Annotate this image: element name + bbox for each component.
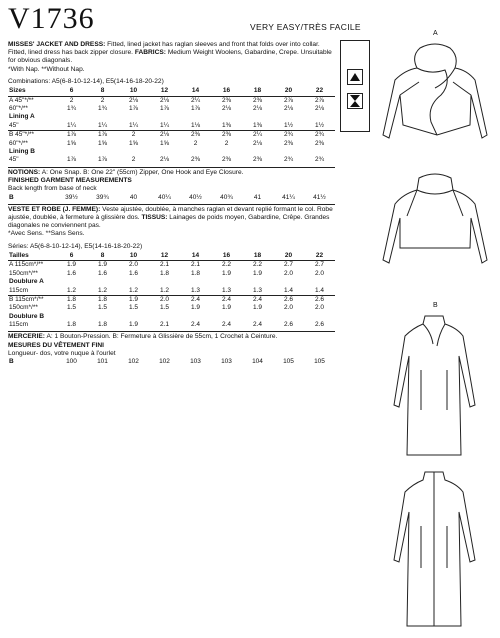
measure-sub: Back length from base of neck	[8, 185, 97, 193]
yardage-cell	[304, 148, 335, 156]
row-label: A 115cm*/**	[9, 261, 44, 269]
yardage-cell: 2¾	[273, 131, 304, 140]
measurement-cell: 40¼	[158, 193, 171, 201]
yardage-cell: 2¾	[283, 156, 294, 164]
yardage-cell: 2⅜	[252, 156, 263, 164]
size-cell: 16	[211, 87, 242, 96]
size-cell: 22	[304, 87, 335, 96]
measure-table-english	[8, 193, 335, 201]
yardage-cell: 2.0	[283, 269, 294, 277]
yardage-cell: 2.4	[211, 295, 242, 304]
yardage-cell: 2⅛	[159, 156, 170, 164]
yardage-cell: 2⅜	[314, 139, 325, 147]
yardage-cell: 1.8	[56, 295, 87, 304]
symbol-panel	[340, 40, 370, 132]
yardage-cell	[87, 278, 118, 286]
fabrics-body: Lainages de poids moyen, Gabardine, Crêpe. Grandes diagonales ne conviennent pas.	[8, 214, 330, 230]
yardage-cell: 2⅞	[314, 96, 325, 104]
yardage-cell: 1⅞	[190, 105, 201, 113]
yardage-cell: 1.8	[87, 295, 118, 304]
yardage-cell: 2⅜	[221, 96, 232, 104]
yardage-cell	[242, 313, 273, 321]
yardage-cell: 2.6	[283, 321, 294, 329]
description-title: MISSES' JACKET AND DRESS:	[8, 41, 106, 48]
yardage-cell: 1.2	[66, 286, 77, 294]
nap-note: *With Nap. **Without Nap.	[8, 65, 85, 73]
measurement-cell: 102	[159, 358, 170, 366]
yardage-cell: 1¾	[66, 105, 77, 113]
sizes-label: Sizes	[8, 87, 56, 96]
yardage-cell	[273, 148, 304, 156]
yardage-cell: 1¼	[159, 121, 170, 129]
yardage-cell	[211, 148, 242, 156]
yardage-row	[8, 122, 335, 131]
yardage-cell: 1.9	[221, 269, 232, 277]
measurement-cell: 101	[97, 358, 108, 366]
fabrics-body: Medium Weight Woolens, Gabardine, Crepe. Unsuitable for obvious diagonals.	[8, 49, 332, 65]
yardage-row	[8, 261, 335, 270]
measure-table-french	[8, 358, 335, 366]
measurement-cell: 104	[252, 358, 263, 366]
yardage-cell: 2.0	[314, 269, 325, 277]
measure-title-text: MESURES DU VÊTEMENT FINI	[8, 341, 104, 349]
yardage-cell	[180, 113, 211, 121]
yardage-cell: 1¾	[97, 105, 108, 113]
yardage-row	[8, 140, 335, 148]
yardage-cell: 1⅝	[66, 139, 77, 147]
measurement-cell: 105	[314, 358, 325, 366]
yardage-cell: 1.9	[97, 261, 108, 269]
measurement-cell: 40	[129, 193, 138, 201]
size-cell: 6	[56, 87, 87, 96]
difficulty-label: VERY EASY/TRÈS FACILE	[250, 22, 361, 32]
size-cell: 14	[180, 87, 211, 96]
yardage-cell: 2¼	[242, 131, 273, 140]
measurement-cell: 39¾	[96, 193, 109, 201]
yardage-cell: 2⅜	[221, 156, 232, 164]
yardage-row	[8, 304, 335, 312]
yardage-cell: 2.0	[149, 295, 180, 304]
english-description	[8, 41, 335, 74]
yardage-cell	[242, 148, 273, 156]
yardage-cell: 2.2	[252, 261, 263, 269]
jacket-front-illustration	[375, 40, 495, 170]
divider	[8, 331, 335, 332]
yardage-cell: 2.6	[304, 295, 335, 304]
row-label: A 45"*/**	[9, 96, 34, 104]
yardage-cell: 2.7	[283, 261, 294, 269]
yardage-cell: 1.4	[283, 286, 294, 294]
yardage-cell: 2.4	[252, 321, 263, 329]
yardage-cell: 1.3	[221, 286, 232, 294]
size-cell: 18	[242, 87, 273, 96]
measure-title	[8, 177, 335, 185]
row-label: 150cm*/**	[9, 304, 38, 312]
lining-header-row	[8, 313, 335, 321]
yardage-cell	[211, 278, 242, 286]
yardage-cell: 2⅞	[283, 96, 294, 104]
yardage-cell: 2⅜	[283, 139, 294, 147]
measurement-cell: 40½	[189, 193, 202, 201]
yardage-cell: 1.2	[159, 286, 170, 294]
yardage-cell	[56, 148, 87, 156]
yardage-cell: 1¼	[66, 121, 77, 129]
yardage-cell: 1.6	[66, 269, 77, 277]
yardage-cell	[242, 278, 273, 286]
figure-a-label: A	[433, 30, 438, 37]
yardage-row	[8, 295, 335, 304]
yardage-cell: 2¾	[304, 131, 335, 140]
yardage-cell: 1.9	[128, 321, 139, 329]
yardage-cell: 2	[131, 156, 136, 164]
size-cell: 20	[273, 252, 304, 261]
yardage-cell	[180, 278, 211, 286]
yardage-cell	[56, 113, 87, 121]
measure-title-text: FINISHED GARMENT MEASUREMENTS	[8, 176, 132, 184]
yardage-cell: 2.4	[190, 321, 201, 329]
french-measure-rows	[8, 358, 335, 366]
yardage-cell	[149, 113, 180, 121]
yardage-cell: 2⅛	[283, 105, 294, 113]
yardage-cell: 1⅞	[159, 105, 170, 113]
yardage-cell: 2⅛	[128, 96, 139, 104]
pattern-number: V1736	[8, 2, 95, 35]
measurement-cell: 105	[283, 358, 294, 366]
yardage-cell: 1.5	[128, 304, 139, 312]
notions-body: A: One Snap. B: One 22" (55cm) Zipper, One Hook and Eye Closure.	[41, 168, 244, 176]
dress-back-illustration	[385, 468, 485, 633]
notions-title: MERCERIE:	[8, 333, 45, 341]
yardage-cell: 2.0	[283, 304, 294, 312]
row-label: 115cm	[9, 286, 29, 294]
yardage-cell: 2⅜	[252, 96, 263, 104]
measure-sub: Longueur- dos, votre nuque à l'ourlet	[8, 349, 116, 357]
description-body: Veste ajustée, doublée, à manches raglan et devant replié formant le col. Robe ajustée, doublée, à fermeture à glissière dos.	[8, 205, 333, 222]
lining-header-row	[8, 148, 335, 156]
yardage-row	[8, 287, 335, 296]
size-cell: 10	[118, 252, 149, 261]
measurement-cell: 103	[190, 358, 201, 366]
row-label: B 45"*/**	[8, 131, 56, 140]
yardage-cell: 2⅛	[221, 105, 232, 113]
size-cell: 20	[273, 87, 304, 96]
sizes-row	[8, 87, 335, 96]
yardage-cell	[118, 278, 149, 286]
lining-header-row	[8, 278, 335, 286]
yardage-cell	[118, 313, 149, 321]
yardage-row	[8, 156, 335, 164]
size-cell: 8	[87, 87, 118, 96]
yardage-cell: 1.4	[314, 286, 325, 294]
row-label: Lining B	[9, 148, 35, 156]
yardage-cell: 2⅜	[211, 131, 242, 140]
yardage-cell: 1.8	[97, 321, 108, 329]
divider	[8, 204, 335, 205]
row-label: Lining A	[9, 113, 35, 121]
yardage-cell: 1.3	[190, 286, 201, 294]
measure-title	[8, 342, 335, 350]
yardage-cell: 1⅞	[87, 131, 118, 140]
measurement-cell: 103	[221, 358, 232, 366]
yardage-cell: 1⅝	[97, 139, 108, 147]
yardage-cell: 2.4	[221, 321, 232, 329]
row-label: 115cm	[9, 321, 29, 329]
yardage-cell: 1.2	[128, 286, 139, 294]
measurement-cell: 41	[253, 193, 262, 201]
yardage-cell: 1.2	[97, 286, 108, 294]
yardage-cell: 1.6	[128, 269, 139, 277]
yardage-cell: 1.6	[97, 269, 108, 277]
yardage-cell	[211, 313, 242, 321]
yardage-cell: 2.1	[159, 261, 170, 269]
notions-title: NOTIONS:	[8, 168, 41, 176]
yardage-cell: 1.5	[66, 304, 77, 312]
size-cell: 10	[118, 87, 149, 96]
yardage-cell: 2.2	[221, 261, 232, 269]
measurement-row	[8, 358, 335, 366]
english-measure-rows	[8, 193, 335, 201]
yardage-cell: 1.8	[159, 269, 170, 277]
yardage-cell: 2⅛	[252, 139, 263, 147]
french-notions	[8, 333, 335, 341]
figure-b-label: B	[433, 302, 438, 309]
yardage-cell	[118, 148, 149, 156]
yardage-cell	[211, 113, 242, 121]
yardage-cell: 1⅝	[159, 139, 170, 147]
yardage-cell: 1.9	[252, 304, 263, 312]
yardage-row	[8, 131, 335, 140]
row-label: 150cm*/**	[9, 269, 38, 277]
french-rows	[8, 261, 335, 330]
row-label: B	[9, 358, 14, 366]
description-body: Fitted, lined jacket has raglan sleeves and front that folds over into collar. Fitted, lined dress has back zipper closure.	[8, 41, 320, 57]
measurement-cell: 102	[128, 358, 139, 366]
combinations: Combinations: A5(6-8-10-12-14), E5(14-16-18-20-22)	[8, 77, 164, 85]
size-cell: 12	[149, 87, 180, 96]
yardage-cell	[273, 278, 304, 286]
yardage-row	[8, 321, 335, 329]
measurement-cell: 39½	[65, 193, 78, 201]
yardage-cell: 2.7	[314, 261, 325, 269]
yardage-cell	[149, 278, 180, 286]
yardage-cell: 2.4	[242, 295, 273, 304]
yardage-cell: 2.1	[159, 321, 170, 329]
fabrics-title: TISSUS:	[141, 214, 168, 222]
english-rows	[8, 96, 335, 165]
measurement-row	[8, 193, 335, 201]
size-cell: 14	[180, 252, 211, 261]
measurement-cell: 41¼	[282, 193, 295, 201]
size-cell: 22	[304, 252, 335, 261]
yardage-cell	[180, 148, 211, 156]
yardage-cell: 2⅛	[314, 105, 325, 113]
dress-front-illustration	[385, 310, 485, 460]
row-label: B 115cm*/**	[8, 295, 56, 304]
sizes-label: Tailles	[8, 252, 56, 261]
yardage-cell: 1.8	[190, 269, 201, 277]
yardage-cell: 1½	[314, 121, 325, 129]
yardage-cell	[304, 278, 335, 286]
yardage-cell: 1¼	[97, 121, 108, 129]
yardage-cell: 2	[69, 96, 74, 104]
row-label: B	[9, 193, 14, 201]
hourglass-icon	[347, 93, 363, 109]
yardage-table-french	[8, 252, 335, 330]
yardage-cell	[304, 313, 335, 321]
yardage-cell	[87, 148, 118, 156]
size-cell: 12	[149, 252, 180, 261]
yardage-cell: 2.6	[273, 295, 304, 304]
row-label: 45"	[9, 121, 19, 129]
yardage-cell	[56, 278, 87, 286]
english-notions	[8, 169, 335, 177]
yardage-row	[8, 105, 335, 113]
description-title: VESTE ET ROBE (J. FEMME):	[8, 205, 101, 213]
jacket-back-illustration	[375, 168, 495, 288]
yardage-cell: 1⅜	[221, 121, 232, 129]
text-column	[8, 41, 335, 367]
lining-header-row	[8, 113, 335, 121]
yardage-cell: 1.9	[252, 269, 263, 277]
yardage-cell: 2.1	[190, 261, 201, 269]
yardage-cell: 2⅜	[190, 156, 201, 164]
yardage-cell: 2⅛	[149, 131, 180, 140]
notions-body: A: 1 Bouton-Pression. B: Fermeture à Glissière de 55cm, 1 Crochet à Ceinture.	[46, 333, 278, 341]
yardage-cell: 1⅝	[128, 139, 139, 147]
row-label: Doublure B	[9, 312, 45, 320]
yardage-cell: 2	[193, 139, 198, 147]
yardage-cell: 1.9	[118, 295, 149, 304]
yardage-cell	[242, 113, 273, 121]
yardage-cell: 2.4	[180, 295, 211, 304]
yardage-cell: 2.0	[314, 304, 325, 312]
yardage-cell: 2	[118, 131, 149, 140]
yardage-cell: 1.5	[97, 304, 108, 312]
yardage-row	[8, 96, 335, 105]
yardage-cell: 1¼	[128, 121, 139, 129]
yardage-cell: 1.3	[252, 286, 263, 294]
yardage-cell: 2	[100, 96, 105, 104]
size-cell: 16	[211, 252, 242, 261]
measurement-cell: 40¾	[220, 193, 233, 201]
yardage-cell: 1½	[283, 121, 294, 129]
row-label: Doublure A	[9, 278, 44, 286]
yardage-cell: 1⅛	[190, 121, 201, 129]
yardage-row	[8, 270, 335, 278]
yardage-cell	[149, 148, 180, 156]
yardage-cell: 2	[224, 139, 229, 147]
nap-up-icon	[347, 69, 363, 85]
yardage-table-english	[8, 87, 335, 165]
yardage-cell: 1⅜	[252, 121, 263, 129]
measurement-cell: 100	[66, 358, 77, 366]
yardage-cell: 1.5	[159, 304, 170, 312]
yardage-cell: 1.9	[221, 304, 232, 312]
yardage-cell	[304, 113, 335, 121]
yardage-cell: 1.9	[190, 304, 201, 312]
sizes-row	[8, 252, 335, 261]
yardage-cell: 1⅞	[97, 156, 108, 164]
size-cell: 18	[242, 252, 273, 261]
yardage-cell: 1⅞	[56, 131, 87, 140]
yardage-cell: 2⅜	[180, 131, 211, 140]
yardage-cell: 2⅛	[159, 96, 170, 104]
fabrics-title: FABRICS:	[134, 49, 166, 57]
yardage-cell: 1⅞	[128, 105, 139, 113]
yardage-cell: 1.9	[66, 261, 77, 269]
yardage-cell	[87, 313, 118, 321]
yardage-cell: 2¾	[314, 156, 325, 164]
yardage-cell	[180, 313, 211, 321]
row-label: 60"*/**	[9, 105, 28, 113]
row-label: 45"	[9, 156, 19, 164]
size-cell: 8	[87, 252, 118, 261]
yardage-cell: 1⅞	[66, 156, 77, 164]
yardage-cell	[149, 313, 180, 321]
divider	[8, 167, 335, 168]
yardage-cell: 1.8	[66, 321, 77, 329]
yardage-cell: 2⅛	[252, 105, 263, 113]
yardage-cell	[118, 113, 149, 121]
yardage-cell: 2.0	[128, 261, 139, 269]
size-cell: 6	[56, 252, 87, 261]
yardage-cell: 2.6	[314, 321, 325, 329]
yardage-cell	[273, 113, 304, 121]
yardage-cell	[56, 313, 87, 321]
combinations: Séries: A5(6-8-10-12-14), E5(14-16-18-20-22)	[8, 242, 143, 250]
yardage-cell	[273, 313, 304, 321]
row-label: 60"*/**	[9, 139, 28, 147]
yardage-cell	[87, 113, 118, 121]
nap-note: *Avec Sens. **Sans Sens.	[8, 230, 85, 238]
yardage-cell: 2¼	[190, 96, 201, 104]
measurement-cell: 41½	[313, 193, 326, 201]
french-description	[8, 206, 335, 239]
